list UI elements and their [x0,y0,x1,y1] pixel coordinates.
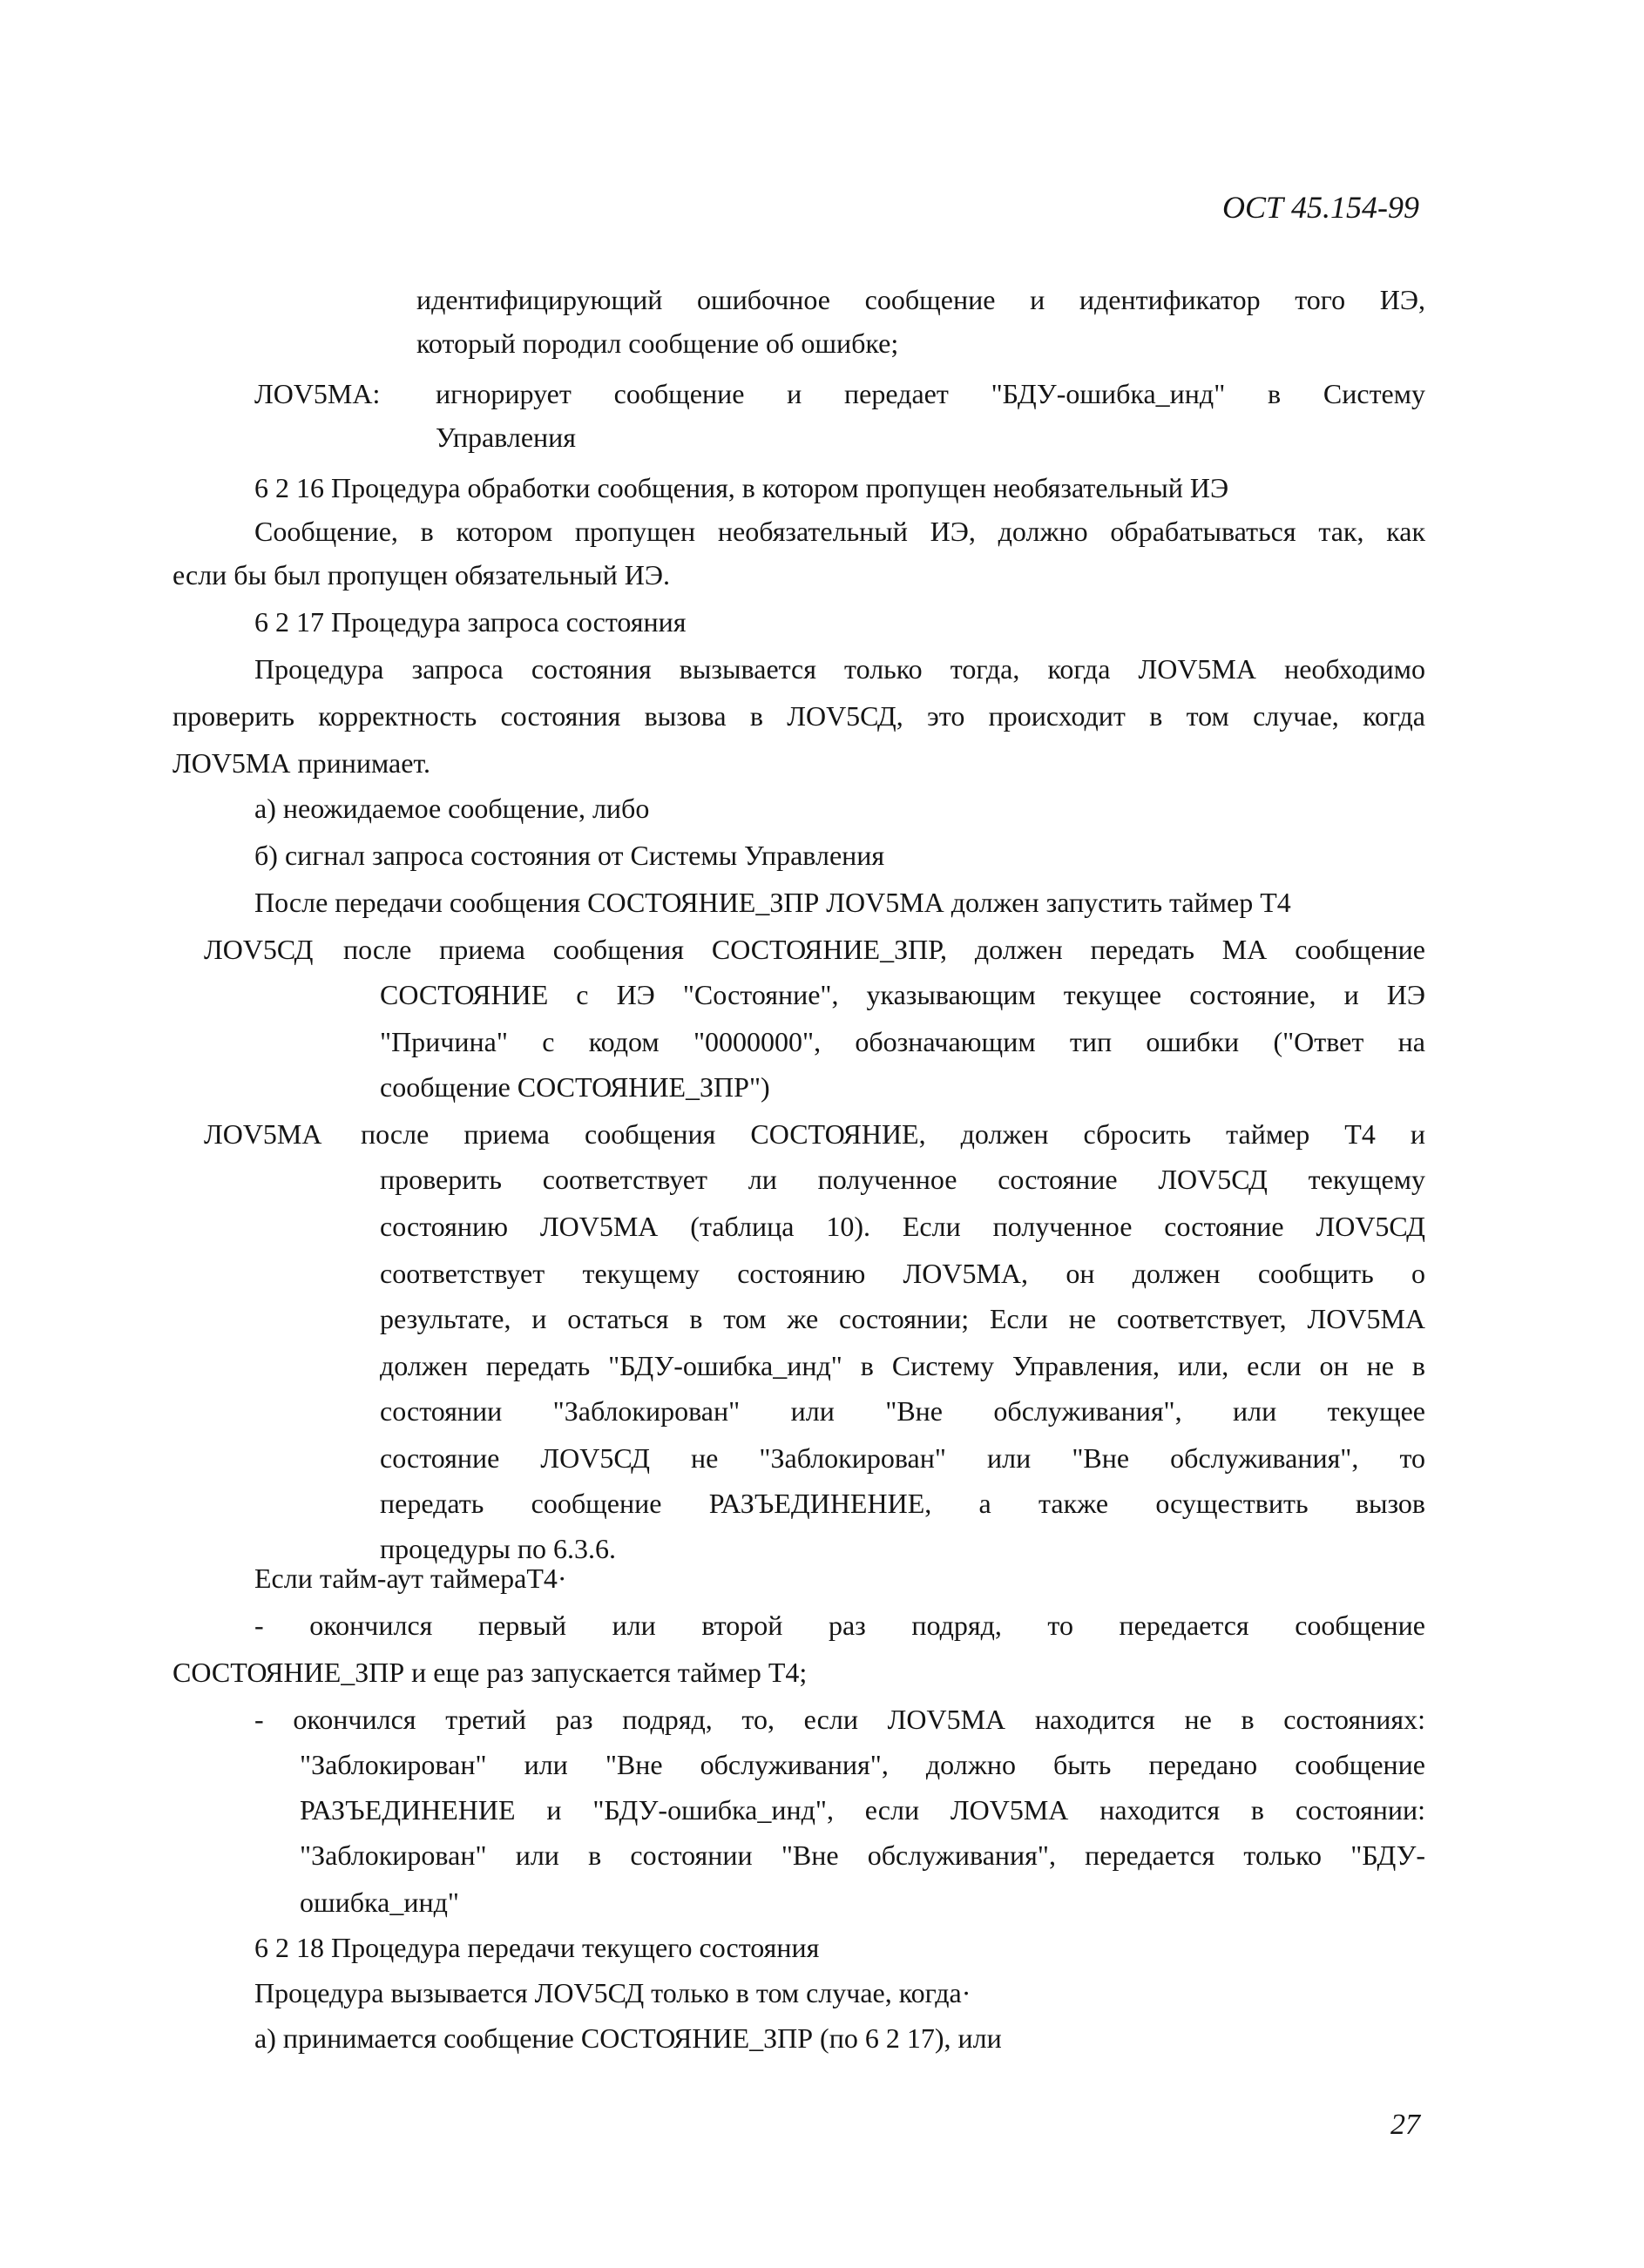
text-line-23: результате, и остаться в том же состоянии; Если не соответствует, ЛОV5МА [380,1303,1425,1334]
text-line-7: если бы был пропущен обязательный ИЭ. [173,559,670,591]
text-line-11: ЛОV5МА принимает. [173,747,430,779]
text-line-20: проверить соответствует ли полученное состояние ЛОV5СД текущему [380,1164,1425,1195]
text-line-10: проверить корректность состояния вызова в ЛОV5СД, это происходит в том случае, когда [173,700,1425,732]
text-line-22: соответствует текущему состоянию ЛОV5МА, он должен сообщить о [380,1258,1425,1289]
text-line-16: СОСТОЯНИЕ с ИЭ "Состояние", указывающим текущее состояние, и ИЭ [380,979,1425,1010]
list-item-a: а) неожидаемое сообщение, либо [254,793,650,824]
text-line-19: после приема сообщения СОСТОЯНИЕ, должен сбросить таймер Т4 и [361,1118,1425,1150]
text-line-32: - окончился третий раз подряд, то, если ЛОV5МА находится не в состояниях: [254,1704,1425,1735]
text-line-21: состоянию ЛОV5МА (таблица 10). Если полученное состояние ЛОV5СД [380,1211,1425,1242]
text-line-27: передать сообщение РАЗЪЕДИНЕНИЕ, а также осуществить вызов [380,1488,1425,1519]
text-line-14: После передачи сообщения СОСТОЯНИЕ_ЗПР ЛОV5МА должен запустить таймер Т4 [254,887,1291,918]
text-line-6: Сообщение, в котором пропущен необязательный ИЭ, должно обрабатываться так, как [254,516,1425,547]
text-line-30: - окончился первый или второй раз подряд, то передается сообщение [254,1610,1425,1641]
text-line-28: процедуры по 6.3.6. [380,1533,616,1564]
text-line-17: "Причина" с кодом "0000000", обозначающим тип ошибки ("Ответ на [380,1026,1425,1057]
text-line-34: РАЗЪЕДИНЕНИЕ и "БДУ-ошибка_инд", если ЛОV5МА находится в состоянии: [300,1794,1425,1826]
section-heading-6-2-17: 6 2 17 Процедура запроса состояния [254,606,687,638]
text-line-35: "Заблокирован" или в состоянии "Вне обслуживания", передается только "БДУ- [300,1839,1425,1871]
text-line-36: ошибка_инд" [300,1887,459,1918]
text-line-3: игнорирует сообщение и передает "БДУ-ошибка_инд" в Систему [436,378,1425,409]
doc-code-header: ОСТ 45.154-99 [1222,190,1420,225]
text-line-15: после приема сообщения СОСТОЯНИЕ_ЗПР, должен передать МА сообщение [343,934,1425,965]
text-line-31: СОСТОЯНИЕ_ЗПР и еще раз запускается таймер Т4; [173,1657,808,1688]
page-number: 27 [1390,2109,1420,2141]
text-line-4: Управления [436,422,576,453]
text-line-9: Процедура запроса состояния вызывается только тогда, когда ЛОV5МА необходимо [254,653,1425,685]
text-line-1: идентифицирующий ошибочное сообщение и идентификатор того ИЭ, [416,284,1425,315]
text-line-25: состоянии "Заблокирован" или "Вне обслуживания", или текущее [380,1395,1425,1427]
term-lov5sd: ЛОV5СД [204,934,314,965]
text-line-26: состояние ЛОV5СД не "Заблокирован" или "Вне обслуживания", то [380,1442,1425,1474]
text-line-29: Если тайм-аут таймераТ4· [254,1563,567,1594]
list-item-b: б) сигнал запроса состояния от Системы Управления [254,840,885,871]
section-heading-6-2-16: 6 2 16 Процедура обработки сообщения, в котором пропущен необязательный ИЭ [254,472,1229,503]
text-line-18: сообщение СОСТОЯНИЕ_ЗПР") [380,1071,770,1103]
term-lov5ma-1: ЛОV5МА: [254,378,381,409]
term-lov5ma-2: ЛОV5МА [204,1118,322,1150]
text-line-2: который породил сообщение об ошибке; [416,327,899,359]
list-item-a-2: а) принимается сообщение СОСТОЯНИЕ_ЗПР (по 6 2 17), или [254,2022,1002,2054]
text-line-33: "Заблокирован" или "Вне обслуживания", должно быть передано сообщение [300,1749,1425,1780]
text-line-38: Процедура вызывается ЛОV5СД только в том случае, когда· [254,1977,971,2008]
text-line-24: должен передать "БДУ-ошибка_инд" в Систему Управления, или, если он не в [380,1350,1425,1381]
section-heading-6-2-18: 6 2 18 Процедура передачи текущего состояния [254,1932,820,1963]
